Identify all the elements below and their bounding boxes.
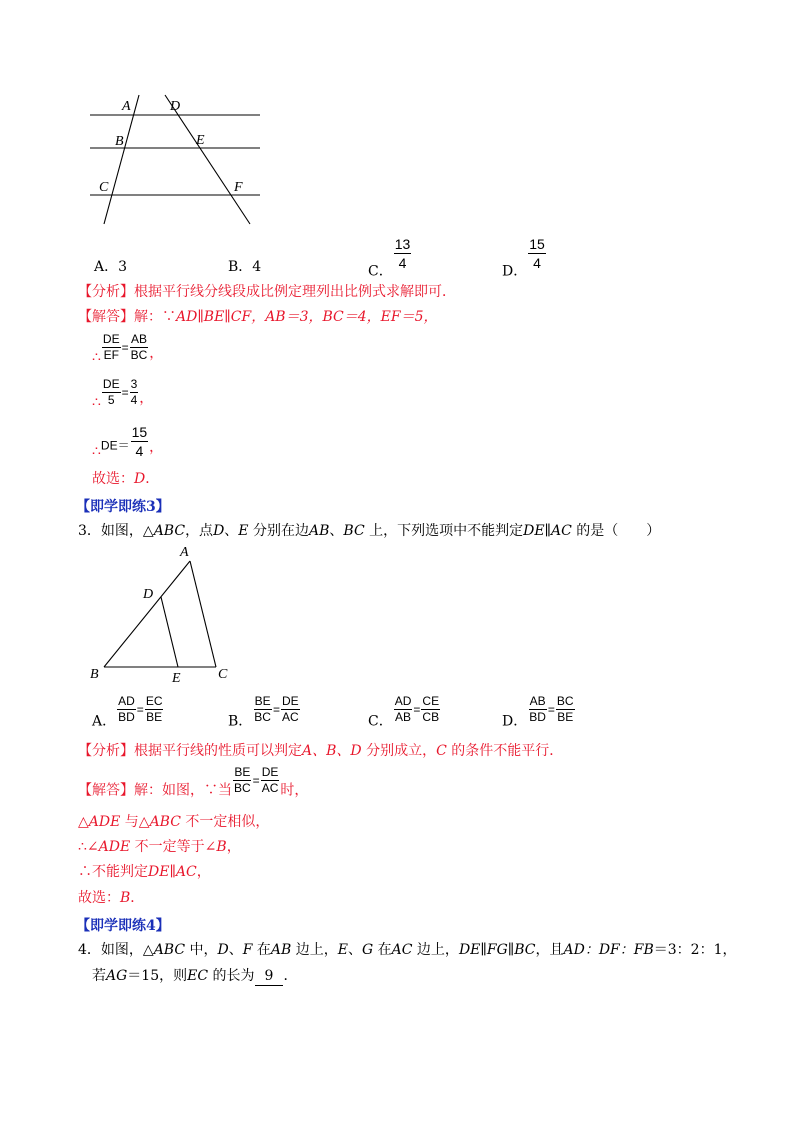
section-header-4: 【即学即练4】 xyxy=(76,918,170,934)
transversal-abc xyxy=(104,95,139,224)
q2-option-d: D． $\frac{15}{4}$ xyxy=(502,236,545,280)
section-header-3: 【即学即练3】 xyxy=(76,499,170,515)
q2-step2: ∴ $\frac{DE}{5}$ = $\frac{3}{4}$ ， xyxy=(92,377,154,411)
q3-option-c: C． $\frac{AD}{AB}$ = $\frac{CE}{CB}$ xyxy=(368,694,440,730)
answer-blank: 9 xyxy=(255,967,284,986)
q4-stem-line2: 若AG＝15，则EC 的长为 9 ． xyxy=(92,968,298,984)
label-A: A xyxy=(180,545,189,560)
q4-stem-line1: 4．如图，△ABC 中，D、F 在AB 边上，E、G 在AC 边上，DE∥FG∥BC，且AD：DF：FB＝3：2：1， xyxy=(78,942,737,958)
triangle-figure xyxy=(86,540,236,685)
label-C: C xyxy=(99,180,109,195)
q3-line4: ∴不能判定DE∥AC， xyxy=(78,864,211,880)
label-E: E xyxy=(172,671,181,685)
label-F: F xyxy=(234,180,243,195)
side-ba xyxy=(104,561,190,667)
label-D: D xyxy=(170,99,181,114)
q2-analysis: 【分析】根据平行线分线段成比例定理列出比例式求解即可． xyxy=(78,284,456,300)
q2-step3: ∴DE＝ $\frac{15}{4}$ ， xyxy=(92,424,164,460)
q2-choice: 故选：D． xyxy=(92,471,160,487)
label-B: B xyxy=(115,134,124,149)
label-D: D xyxy=(143,587,154,602)
q3-stem: 3．如图，△ABC，点D、E 分别在边AB、BC 上，下列选项中不能判定DE∥AC 的是（ ） xyxy=(78,523,661,539)
q3-option-a: A． $\frac{AD}{BD}$ = $\frac{EC}{BE}$ xyxy=(92,694,163,730)
q3-line2: △ADE 与△ABC 不一定相似， xyxy=(78,814,270,830)
label-B: B xyxy=(90,667,99,682)
parallel-lines-figure xyxy=(86,88,266,233)
side-ac xyxy=(190,561,216,667)
q3-option-b: B． $\frac{BE}{BC}$ = $\frac{DE}{AC}$ xyxy=(228,694,299,730)
q3-option-d: D． $\frac{AB}{BD}$ = $\frac{BC}{BE}$ xyxy=(502,694,574,730)
label-C: C xyxy=(218,667,228,682)
transversal-def xyxy=(165,95,250,224)
q2-answer-line: 【解答】解：∵AD∥BE∥CF，AB＝3，BC＝4，EF＝5， xyxy=(78,309,438,325)
label-A: A xyxy=(122,99,131,114)
q2-option-a: A．3 xyxy=(94,259,128,275)
q3-answer-line: 【解答】解：如图，∵当 $\frac{BE}{BC}$ = $\frac{DE}{AC}$ 时， xyxy=(78,765,309,799)
q3-analysis: 【分析】根据平行线的性质可以判定A、B、D 分别成立，C 的条件不能平行． xyxy=(78,743,564,759)
q3-choice: 故选：B． xyxy=(78,890,145,906)
q3-line3: ∴∠ADE 不一定等于∠B， xyxy=(78,839,241,855)
segment-de xyxy=(161,597,178,667)
q2-step1: ∴ $\frac{DE}{EF}$ = $\frac{AB}{BC}$ ， xyxy=(92,332,164,366)
q2-option-b: B．4 xyxy=(228,259,262,275)
label-E: E xyxy=(196,133,205,148)
q2-option-c: C． $\frac{13}{4}$ xyxy=(368,236,411,280)
